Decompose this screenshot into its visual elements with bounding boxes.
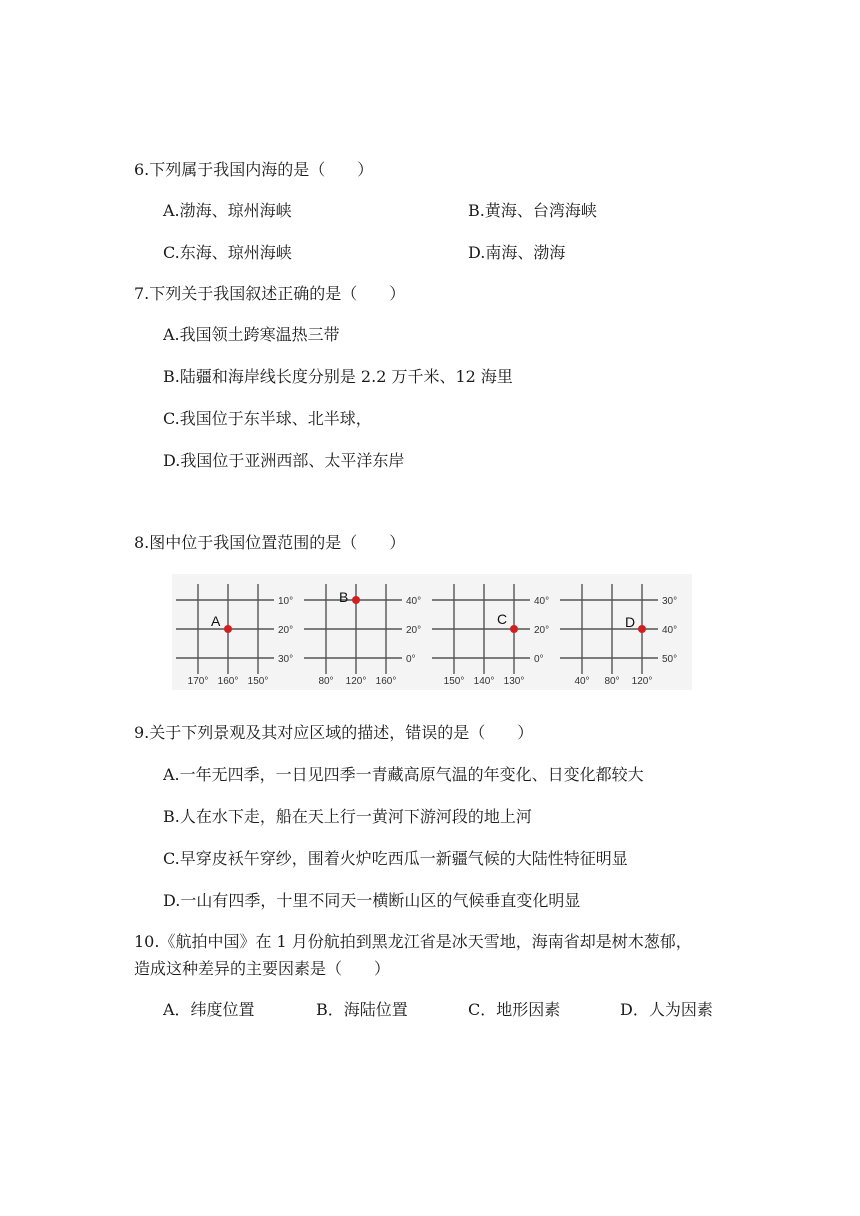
- longitude-label: 130°: [503, 676, 525, 687]
- q10-option-d: D．人为因素: [620, 1000, 713, 1019]
- q6-option-d: D.南海、渤海: [468, 243, 566, 262]
- q7-option-d: D.我国位于亚洲西部、太平洋东岸: [163, 451, 405, 470]
- longitude-label: 80°: [318, 676, 334, 687]
- q7-option-b: B.陆疆和海岸线长度分别是 2.2 万千米、12 海里: [163, 367, 513, 386]
- latitude-label: 40°: [662, 625, 678, 636]
- point-marker: [224, 625, 232, 633]
- q9-option-c: C.早穿皮袄午穿纱，围着火炉吃西瓜一新疆气候的大陆性特征明显: [163, 849, 628, 868]
- q6-option-a: A.渤海、琼州海峡: [163, 201, 292, 220]
- latitude-label: 30°: [278, 654, 294, 665]
- latitude-label: 50°: [662, 654, 678, 665]
- latitude-label: 20°: [278, 625, 294, 636]
- q10-stem-line2: 造成这种差异的主要因素是（ ）: [134, 959, 391, 978]
- point-label: B: [339, 589, 349, 605]
- q9-stem: 9.关于下列景观及其对应区域的描述，错误的是（ ）: [134, 723, 534, 742]
- longitude-label: 40°: [574, 676, 590, 687]
- q7-stem: 7.下列关于我国叙述正确的是（ ）: [134, 284, 406, 303]
- latitude-label: 10°: [278, 596, 294, 607]
- point-marker: [638, 625, 646, 633]
- latitude-label: 40°: [534, 596, 550, 607]
- latitude-label: 20°: [534, 625, 550, 636]
- longitude-label: 120°: [631, 676, 653, 687]
- longitude-label: 150°: [443, 676, 465, 687]
- longitude-label: 160°: [217, 676, 239, 687]
- q6-stem: 6.下列属于我国内海的是（ ）: [134, 160, 374, 179]
- longitude-label: 140°: [473, 676, 495, 687]
- longitude-label: 80°: [604, 676, 620, 687]
- point-marker: [510, 625, 518, 633]
- q10-stem-line1: 10.《航拍中国》在 1 月份航拍到黑龙江省是冰天雪地，海南省却是树木葱郁，: [134, 932, 692, 951]
- q8-stem: 8.图中位于我国位置范围的是（ ）: [134, 533, 406, 552]
- point-label: A: [211, 613, 221, 629]
- q6-option-c: C.东海、琼州海峡: [163, 243, 292, 262]
- q9-option-b: B.人在水下走，船在天上行一黄河下游河段的地上河: [163, 807, 532, 826]
- q6-option-b: B.黄海、台湾海峡: [468, 201, 597, 220]
- q9-option-d: D.一山有四季，十里不同天一横断山区的气候垂直变化明显: [163, 891, 581, 910]
- longitude-label: 160°: [375, 676, 397, 687]
- longitude-label: 150°: [247, 676, 269, 687]
- q10-option-c: C．地形因素: [468, 1000, 561, 1019]
- q10-option-b: B．海陆位置: [316, 1000, 408, 1019]
- latitude-label: 0°: [406, 654, 416, 665]
- q7-option-c: C.我国位于东半球、北半球，: [163, 409, 372, 428]
- latitude-label: 20°: [406, 625, 422, 636]
- point-label: D: [625, 614, 636, 630]
- point-marker: [352, 596, 360, 604]
- latitude-label: 0°: [534, 654, 544, 665]
- latitude-label: 40°: [406, 596, 422, 607]
- latitude-label: 30°: [662, 596, 678, 607]
- longitude-label: 120°: [345, 676, 367, 687]
- point-label: C: [497, 611, 508, 627]
- q8-grid-figure: [172, 574, 692, 690]
- q7-option-a: A.我国领土跨寒温热三带: [163, 325, 340, 344]
- q9-option-a: A.一年无四季，一日见四季一青藏高原气温的年变化、日变化都较大: [163, 765, 644, 784]
- q10-option-a: A．纬度位置: [163, 1000, 255, 1019]
- longitude-label: 170°: [187, 676, 209, 687]
